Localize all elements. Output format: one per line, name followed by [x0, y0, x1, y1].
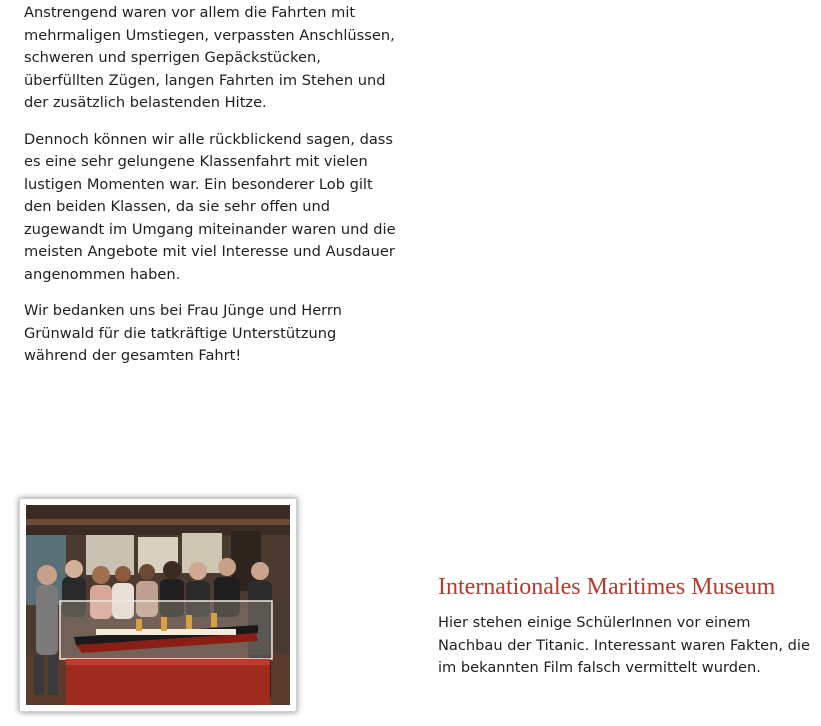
caption-title: Internationales Maritimes Museum — [438, 574, 776, 600]
article-paragraph: Anstrengend waren vor allem die Fahrten mit mehrmaligen Umstiegen, verpassten Anschlüssen, schweren und sperrigen Gepäckstücken, überfüllten Zügen, langen Fahrten im Stehen und der zusätzlich belastenden Hitze. — [24, 4, 395, 111]
museum-photo[interactable] — [19, 498, 297, 712]
article-paragraph: Dennoch können wir alle rückblickend sagen, dass es eine sehr gelungene Klassenfahrt mit vielen lustigen Momenten war. Ein besonderer Lob gilt den beiden Klassen, da sie sehr offen und zugewandt im Umgang miteinander waren und die meisten Angebote mit viel Interesse und Ausdauer angenommen haben. — [24, 130, 396, 283]
museum-photo-image — [26, 505, 290, 705]
photo-caption — [438, 572, 814, 680]
caption-description: Hier stehen einige SchülerInnen vor einem Nachbau der Titanic. Interessant waren Fakten, die im bekannten Film falsch vermittelt wurden. — [438, 614, 810, 676]
article-body — [24, 2, 396, 382]
article-paragraph: Wir bedanken uns bei Frau Jünge und Herrn Grünwald für die tatkräftige Unterstützung während der gesamten Fahrt! — [24, 302, 342, 364]
